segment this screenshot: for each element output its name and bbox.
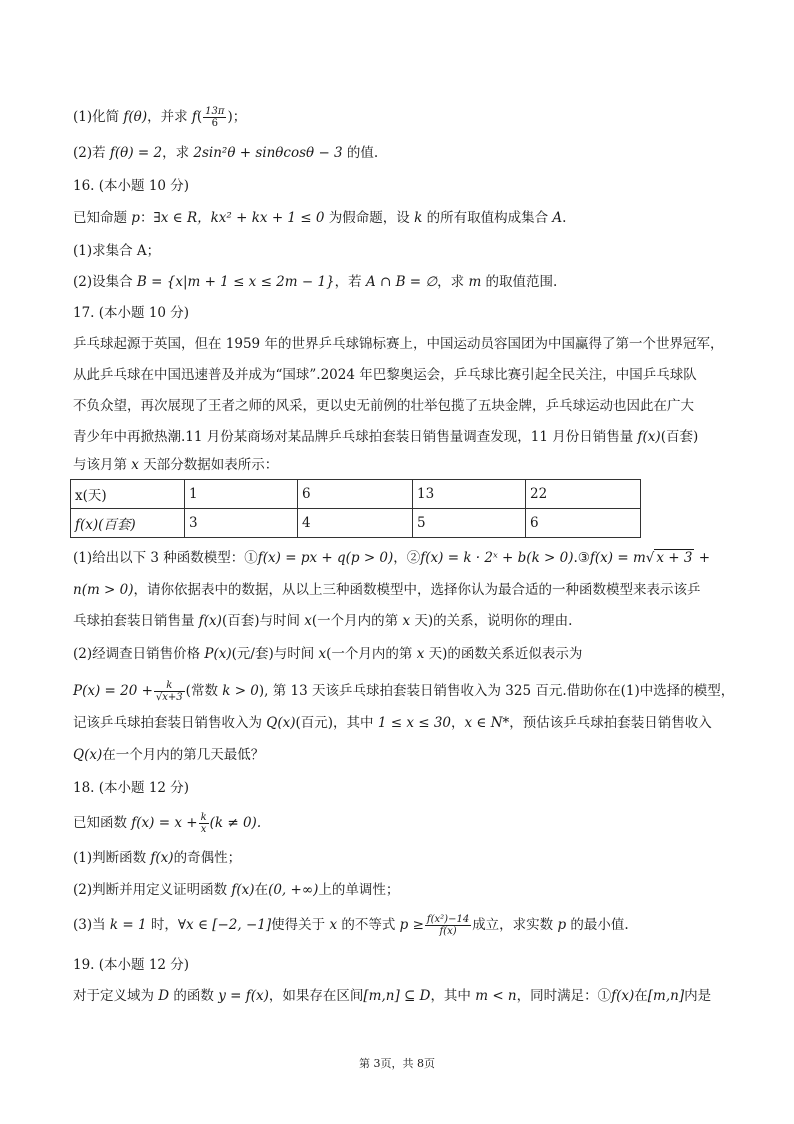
q17-para-line	[73, 455, 278, 475]
text: ，并求	[147, 109, 192, 125]
q17-para-line	[73, 427, 698, 447]
text: ，如果存在区间	[268, 988, 364, 1004]
q16-header: 16. (本小题 10 分)	[73, 178, 190, 194]
table-cell: f(x)(百套)	[71, 509, 185, 538]
math: f(x)	[231, 882, 255, 898]
text: 使得关于	[271, 917, 330, 933]
math: x + 3	[656, 550, 693, 566]
text: (2)判断并用定义证明函数	[73, 882, 232, 898]
math: k > 0	[222, 683, 259, 699]
math: ∃x ∈ R，kx² + kx + 1 ≤ 0	[153, 210, 325, 226]
math: x	[304, 613, 312, 629]
text: (1)给出以下 3 种函数模型：①	[73, 550, 258, 566]
math: [m,n]	[647, 988, 685, 1004]
fraction-numerator: 13π	[205, 106, 225, 117]
text: 与该月第	[73, 457, 132, 473]
table-cell: 1	[185, 480, 298, 509]
text: 上的单调性；	[318, 882, 400, 898]
table-row	[71, 480, 641, 509]
q18-header: 18. (本小题 12 分)	[73, 780, 190, 796]
fraction-denominator: 6	[211, 118, 218, 129]
text: .	[562, 210, 567, 226]
text: ，预估该乒乓球拍套装日销售收入	[509, 715, 712, 731]
page-footer: 第 3页，共 8页	[359, 1057, 435, 1070]
text: 天)的关系，说明你的理由.	[410, 613, 573, 629]
q16-part1: (1)求集合 A；	[73, 243, 161, 259]
text: (百元)，其中	[295, 715, 378, 731]
text: ，求	[162, 145, 194, 161]
fraction	[154, 680, 185, 703]
q19-header: 19. (本小题 12 分)	[73, 957, 190, 973]
math: f(θ)	[123, 109, 148, 125]
text: 时，	[146, 917, 178, 933]
math: Q(x)	[266, 715, 296, 731]
text: (3)当	[73, 917, 110, 933]
text: ，其中	[430, 988, 476, 1004]
q18-part1	[73, 848, 241, 868]
math: y = f(x)	[218, 988, 269, 1004]
text: 的不等式	[337, 917, 400, 933]
text: ，②	[393, 550, 421, 566]
math: f(x)	[198, 613, 222, 629]
text: 青少年中再掀热潮.11 月份某商场对某品牌乒乓球拍套装日销售量调查发现，11 月份日销售量	[73, 429, 638, 445]
math: f(x)	[150, 850, 174, 866]
text: 在	[634, 988, 648, 1004]
q18-stem	[73, 812, 261, 835]
math: ∀x ∈ [−2, −1]	[177, 917, 272, 933]
q18-part2	[73, 880, 399, 900]
text: 的取值范围.	[481, 274, 558, 290]
text: ，同时满足：①	[516, 988, 612, 1004]
text: 的函数	[169, 988, 219, 1004]
text: 的最小值.	[566, 917, 629, 933]
math: f(x)	[637, 429, 661, 445]
q17-sub2-line	[73, 680, 734, 703]
text: ，请你依据表中的数据，从以上三种函数模型中，选择你认为最合适的一种函数模型来表示该乒	[133, 582, 701, 598]
text: (百套)	[660, 429, 699, 445]
math: 2sin²θ + sinθcosθ − 3	[193, 145, 343, 161]
text: (1)判断函数	[73, 850, 151, 866]
q17-sub1-line	[73, 580, 701, 600]
text: 记该乒乓球拍套装日销售收入为	[73, 715, 267, 731]
q15-part1: (1)化简 f(θ)，并求 f( $\frac{13\pi}{6}$ )；	[73, 106, 247, 129]
text: ，求	[437, 274, 469, 290]
fraction-numerator: f(x²)−14	[426, 914, 470, 925]
text: 在	[254, 882, 269, 898]
math: p	[557, 917, 567, 933]
text: 的所有取值构成集合	[422, 210, 553, 226]
math: A	[552, 210, 563, 226]
math: k = 1	[109, 917, 147, 933]
text: 的值.	[342, 145, 379, 161]
text: 天)的函数关系近似表示为	[424, 646, 583, 662]
text: (2)经调查日销售价格	[73, 646, 205, 662]
q15-part2	[73, 143, 378, 163]
text: (百套)与时间	[221, 613, 305, 629]
text: 已知函数	[73, 815, 132, 831]
text: (2)设集合	[73, 274, 137, 290]
q17-sub2-line	[73, 745, 264, 765]
text: 成立，求实数	[472, 917, 558, 933]
text: (1)化简	[73, 109, 124, 125]
q17-para-line: 不负众望，再次展现了王者之师的风采，更以史无前例的壮举包揽了五块金牌，乒乓球运动也因此在广大	[73, 398, 694, 414]
math: [m,n] ⊆ D	[363, 988, 431, 1004]
math: 1 ≤ x ≤ 30	[377, 715, 452, 731]
fraction	[425, 914, 471, 937]
table-cell: 6	[298, 480, 413, 509]
math: A ∩ B = ∅	[365, 274, 438, 290]
math: x ∈ N*	[464, 715, 510, 731]
q17-sub2-line	[73, 644, 582, 664]
math: x	[416, 646, 425, 662]
math: Q(x)	[73, 747, 103, 763]
text: 在一个月内的第几天最低？	[102, 747, 265, 763]
text: ：	[139, 210, 154, 226]
text: 的奇偶性；	[173, 850, 242, 866]
math: f(x) = px + q(p > 0)	[257, 550, 394, 566]
text: (元/套)与时间	[231, 646, 319, 662]
text: 乓球拍套装日销售量	[73, 613, 199, 629]
text: ；	[232, 109, 247, 125]
text: (2)若	[73, 145, 110, 161]
text: (一个月内的第	[326, 646, 417, 662]
q17-header: 17. (本小题 10 分)	[73, 305, 190, 321]
table-cell: 6	[526, 509, 641, 538]
text: 天部分数据如表所示：	[138, 457, 279, 473]
table-cell: 13	[413, 480, 526, 509]
table-cell: 4	[298, 509, 413, 538]
fraction	[199, 812, 209, 835]
math: D	[158, 988, 170, 1004]
math: (0, +∞)	[268, 882, 319, 898]
text: (一个月内的第	[311, 613, 403, 629]
q17-para-line: 从此乒乓球在中国迅速普及并成为“国球”.2024 年巴黎奥运会，乒乓球比赛引起全民关注，中国乒乓球队	[73, 367, 697, 383]
math: k	[414, 210, 423, 226]
math: x	[402, 613, 411, 629]
table-cell: 22	[526, 480, 641, 509]
math: P(x)	[204, 646, 232, 662]
math: x	[131, 457, 139, 473]
math: p ≥	[399, 917, 424, 933]
text: +	[694, 550, 711, 566]
sales-data-table	[70, 479, 641, 538]
text: ，若	[334, 274, 366, 290]
table-row	[71, 509, 641, 538]
q16-stem	[73, 208, 566, 228]
fraction-denominator: √x+3	[155, 692, 183, 703]
math: m	[468, 274, 482, 290]
q18-part3	[73, 914, 629, 937]
math: f	[191, 109, 197, 125]
math: x	[318, 646, 327, 662]
math: f(x) = x +	[131, 815, 198, 831]
math: n(m > 0)	[73, 582, 134, 598]
math: f(x) = m	[589, 550, 646, 566]
table-cell: 3	[185, 509, 298, 538]
q16-part2	[73, 272, 557, 292]
text: .③	[573, 550, 590, 566]
math: f(x) = k · 2ˣ + b(k > 0)	[420, 550, 574, 566]
fraction-denominator: x	[200, 824, 207, 835]
math: p	[131, 210, 140, 226]
text: 内是	[684, 988, 712, 1004]
text: (常数	[185, 683, 223, 699]
math: P(x) = 20 +	[73, 683, 153, 699]
text: 已知命题	[73, 210, 132, 226]
table-cell: x(天)	[71, 480, 185, 509]
math: B = {x|m + 1 ≤ x ≤ 2m − 1}	[136, 274, 335, 290]
table-cell: 5	[413, 509, 526, 538]
text: ), 第 13 天该乒乓球拍套装日销售收入为 325 百元.借助你在(1)中选择的模型，	[258, 683, 735, 699]
text: 对于定义域为	[73, 988, 159, 1004]
fraction-numerator: k	[154, 680, 185, 692]
q17-sub1-line	[73, 611, 572, 631]
math: f(θ) = 2	[109, 145, 163, 161]
fraction	[203, 106, 226, 129]
q17-sub2-line	[73, 713, 712, 733]
text: 为假命题，设	[324, 210, 415, 226]
text: ，	[451, 715, 465, 731]
q17-sub1-line: (1)给出以下 3 种函数模型：①f(x) = px + q(p > 0)，②f(x) = k · 2ˣ + b(k > 0).③f(x) = m√ x + 3 +	[73, 550, 711, 566]
math: m < n	[475, 988, 517, 1004]
fraction-numerator: k	[200, 812, 207, 823]
math: x	[329, 917, 338, 933]
math: f(x)	[611, 988, 635, 1004]
q19-stem	[73, 986, 711, 1006]
fraction-denominator: f(x)	[439, 926, 457, 937]
q17-para-line: 乒乓球起源于英国，但在 1959 年的世界乒乓球锦标赛上，中国运动员容国团为中国赢得了第一个世界冠军，	[73, 336, 724, 352]
math: (k ≠ 0).	[209, 815, 262, 831]
